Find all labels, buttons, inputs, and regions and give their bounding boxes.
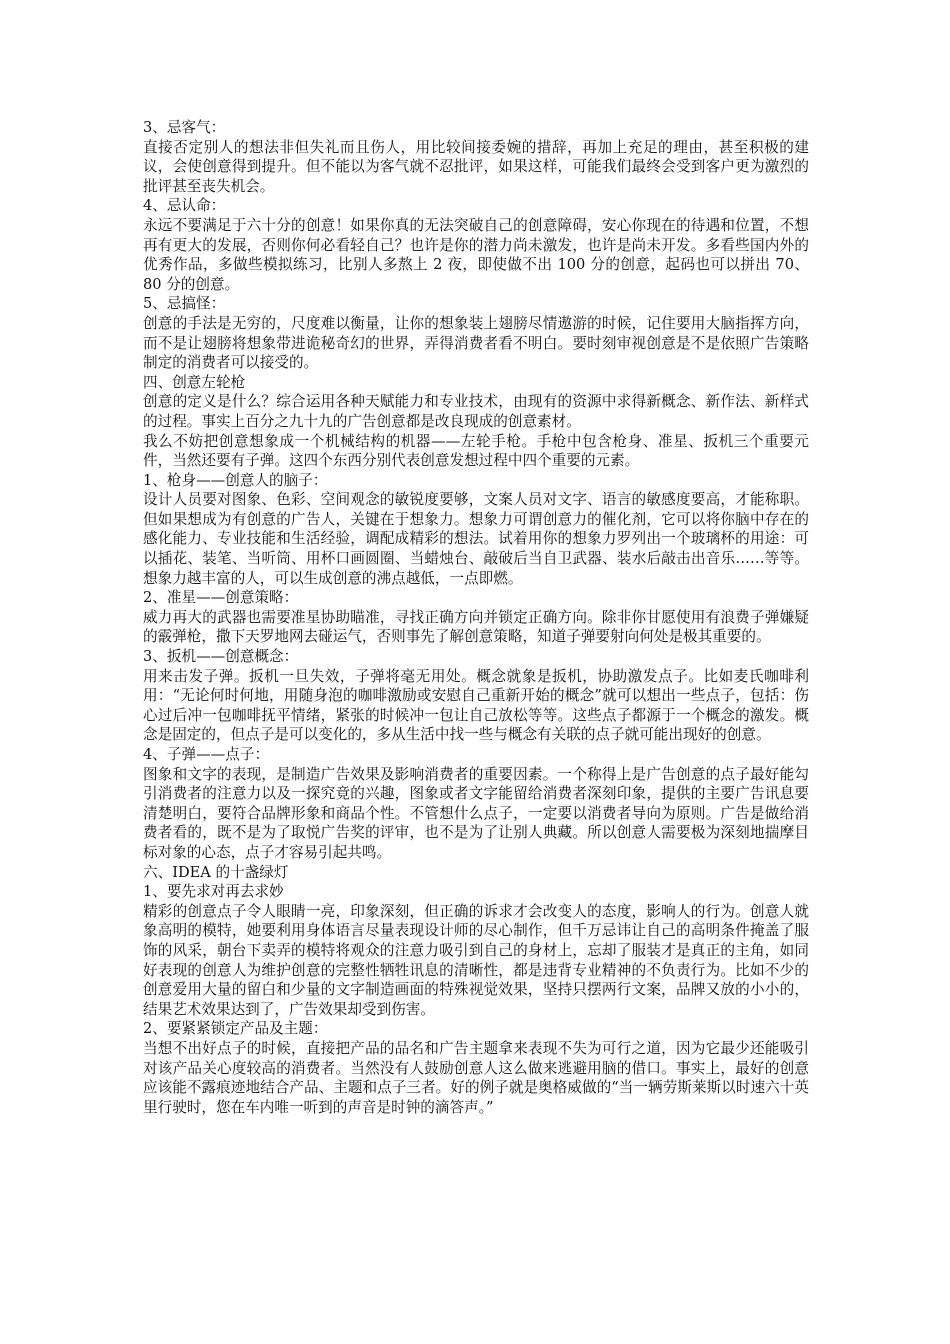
body-paragraph: 图象和文字的表现，是制造广告效果及影响消费者的重要因素。一个称得上是广告创意的点子最好能勾引消费者的注意力以及一探究竟的兴趣，图象或者文字能留给消费者深刻印象，提供的主要广告讯息要清楚明白，要符合品牌形象和商品个性。不管想什么点子，一定要以消费者导向为原则。广告是做给消费者看的，既不是为了取悦广告奖的评审，也不是为了让别人典藏。所以创意人需要极为深刻地揣摩目标对象的心态，点子才容易引起共鸣。: [143, 765, 809, 861]
section-heading: 3、扳机——创意概念：: [143, 648, 299, 666]
body-paragraph: 永远不要满足于六十分的创意！如果你真的无法突破自己的创意障碍，安心你现在的待遇和位置，不想再有更大的发展，否则你何必看轻自己？也许是你的潜力尚未激发，也许是尚未开发。多看些国内外的优秀作品，多做些模拟练习，比别人多熬上 2 夜，即使做不出 100 分的创意，起码也可以拼出 70、80 分的创意。: [143, 216, 809, 293]
body-paragraph: 我么不妨把创意想象成一个机械结构的机器——左轮手枪。手枪中包含枪身、准星、扳机三个重要元件，当然还要有子弹。这四个东西分别代表创意发想过程中四个重要的元素。: [143, 432, 809, 470]
section-heading: 4、忌认命：: [143, 197, 226, 215]
section-heading: 5、忌搞怪：: [143, 295, 226, 313]
body-paragraph: 用来击发子弹。扳机一旦失效，子弹将毫无用处。概念就象是扳机，协助激发点子。比如麦氏咖啡利用：“无论何时何地，用随身泡的咖啡激励或安慰自己重新开始的概念”就可以想出一些点子，包括：伤心过后冲一包咖啡抚平情绪，紧张的时候冲一包让自己放松等等。这些点子都源于一个概念的激发。概念是固定的，但点子是可以变化的，多从生活中找一些与概念有关联的点子就可能出现好的创意。: [143, 667, 809, 744]
body-paragraph: 当想不出好点子的时候，直接把产品的品名和广告主题拿来表现不失为可行之道，因为它最少还能吸引对该产品关心度较高的消费者。当然没有人鼓励创意人这么做来逃避用脑的借口。事实上，最好的创意应该能不露痕迹地结合产品、主题和点子三者。好的例子就是奥格威做的“当一辆劳斯莱斯以时速六十英里行驶时，您在车内唯一听到的声音是时钟的滴答声。”: [143, 1039, 809, 1116]
chapter-heading: 六、IDEA 的十盏绿灯: [143, 863, 289, 881]
section-heading: 3、忌客气：: [143, 119, 226, 136]
document-body: [143, 118, 809, 1117]
section-heading: 2、要紧紧锁定产品及主题：: [143, 1020, 328, 1038]
body-paragraph: 精彩的创意点子令人眼睛一亮，印象深刻，但正确的诉求才会改变人的态度，影响人的行为。创意人就象高明的模特，她要利用身体语言尽量表现设计师的尽心制作，但千万忌讳让自己的高明条件掩盖了服饰的风采，朝台下卖弄的模特将观众的注意力吸引到自己的身材上，忘却了服装才是真正的主角，如同好表现的创意人为维护创意的完整性牺牲讯息的清晰性，都是违背专业精神的不负责行为。比如不少的创意爱用大量的留白和少量的文字制造画面的特殊视觉效果，坚持只摆两行文案，品牌又放的小小的，结果艺术效果达到了，广告效果却受到伤害。: [143, 902, 809, 1018]
chapter-heading: 四、创意左轮枪: [143, 373, 246, 391]
section-heading: 1、枪身——创意人的脑子：: [143, 471, 328, 489]
section-heading: 4、子弹——点子：: [143, 746, 270, 763]
section-heading: 2、准星——创意策略：: [143, 589, 299, 607]
body-paragraph: 直接否定别人的想法非但失礼而且伤人，用比较间接委婉的措辞，再加上充足的理由，甚至积极的建议，会使创意得到提升。但不能以为客气就不忍批评，如果这样，可能我们最终会受到客户更为激烈的批评甚至丧失机会。: [143, 138, 809, 195]
section-heading: 1、要先求对再去求妙: [143, 883, 284, 901]
body-paragraph: 创意的定义是什么？综合运用各种天赋能力和专业技术，由现有的资源中求得新概念、新作法、新样式的过程。事实上百分之九十九的广告创意都是改良现成的创意素材。: [143, 393, 809, 430]
body-paragraph: 创意的手法是无穷的，尺度难以衡量，让你的想象装上翅膀尽情遨游的时候，记住要用大脑指挥方向，而不是让翅膀将想象带进诡秘奇幻的世界，弄得消费者看不明白。要时刻审视创意是不是依照广告策略制定的消费者可以接受的。: [143, 314, 809, 372]
body-paragraph: 威力再大的武器也需要准星协助瞄准，寻找正确方向并锁定正确方向。除非你甘愿使用有浪费子弹嫌疑的霰弹枪，撒下天罗地网去碰运气，否则事先了解创意策略，知道子弹要射向何处是极其重要的。: [143, 608, 809, 646]
body-paragraph: 设计人员要对图象、色彩、空间观念的敏锐度要够，文案人员对文字、语言的敏感度要高，才能称职。但如果想成为有创意的广告人，关键在于想象力。想象力可谓创意力的催化剂，它可以将你脑中存在的感化能力、专业技能和生活经验，调配成精彩的想法。试着用你的想象力罗列出一个玻璃杯的用途：可以插花、装笔、当听筒、用杯口画圆圈、当蜡烛台、敲破后当自卫武器、装水后敲击出音乐……等等。想象力越丰富的人，可以生成创意的沸点越低，一点即燃。: [143, 491, 809, 587]
